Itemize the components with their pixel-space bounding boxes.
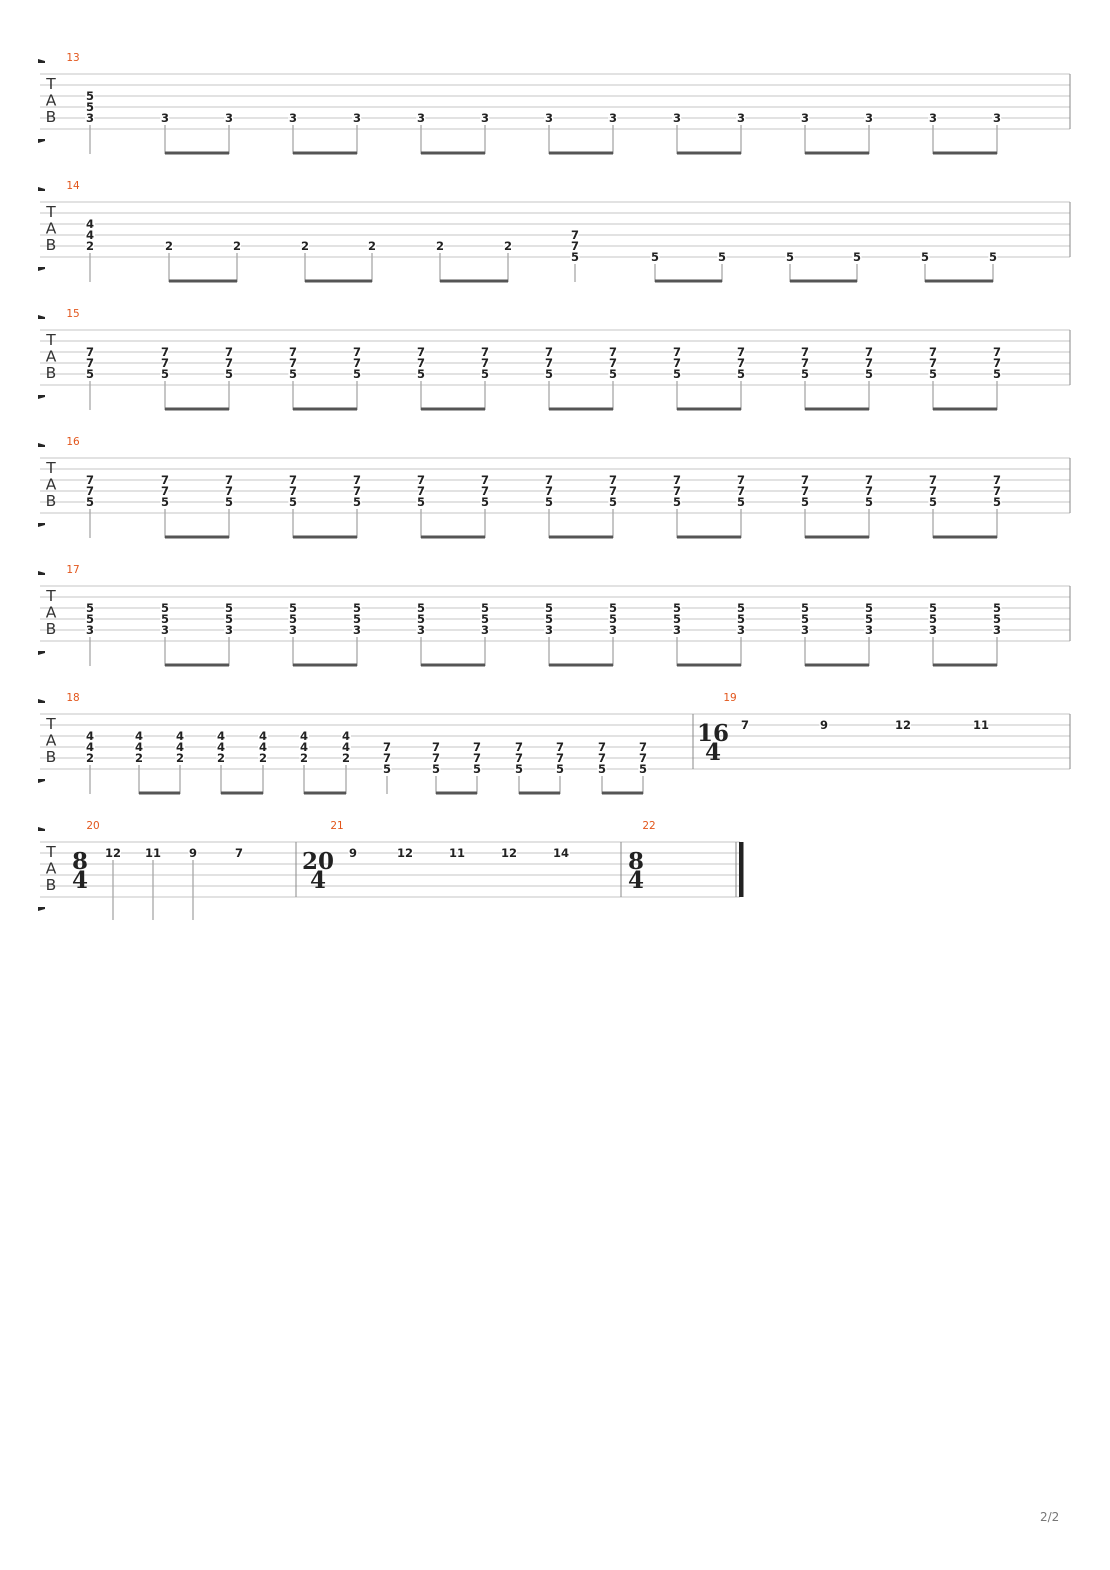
measure-number: 14 [66, 180, 80, 192]
measure-number: 21 [330, 820, 344, 832]
fret-number: 7 [555, 740, 565, 754]
fret-number: 7 [160, 356, 170, 370]
fret-number: 4 [85, 217, 95, 231]
fret-number: 4 [258, 729, 268, 743]
fret-number: 5 [736, 601, 746, 615]
fret-number: 3 [672, 111, 682, 125]
fret-number: 5 [992, 495, 1002, 509]
fret-number: 11 [448, 846, 466, 860]
fret-number: 7 [992, 345, 1002, 359]
fret-number: 2 [299, 751, 309, 765]
system-bracket [38, 315, 45, 399]
fret-number: 7 [597, 740, 607, 754]
fret-number: 12 [396, 846, 414, 860]
fret-number: 7 [736, 356, 746, 370]
fret-number: 7 [224, 345, 234, 359]
tab-clef-letter: T [46, 331, 56, 349]
fret-number: 7 [736, 345, 746, 359]
fret-number: 7 [480, 345, 490, 359]
fret-number: 7 [638, 740, 648, 754]
fret-number: 7 [224, 484, 234, 498]
fret-number: 5 [416, 495, 426, 509]
fret-number: 7 [352, 484, 362, 498]
fret-number: 7 [864, 356, 874, 370]
fret-number: 5 [416, 612, 426, 626]
fret-number: 5 [160, 612, 170, 626]
tab-clef-letter: T [46, 587, 56, 605]
tab-clef-letter: T [46, 843, 56, 861]
fret-number: 7 [160, 473, 170, 487]
fret-number: 3 [992, 111, 1002, 125]
measure-number: 17 [66, 564, 80, 576]
fret-number: 4 [216, 740, 226, 754]
fret-number: 2 [85, 239, 95, 253]
fret-number: 5 [224, 612, 234, 626]
fret-number: 7 [928, 356, 938, 370]
tab-clef-letter: B [45, 364, 57, 382]
fret-number: 5 [288, 612, 298, 626]
fret-number: 5 [736, 612, 746, 626]
fret-number: 3 [352, 623, 362, 637]
fret-number: 12 [104, 846, 122, 860]
fret-number: 5 [992, 612, 1002, 626]
tab-clef-letter: A [45, 731, 57, 750]
fret-number: 7 [234, 846, 244, 860]
fret-number: 5 [85, 601, 95, 615]
fret-number: 3 [85, 623, 95, 637]
fret-number: 4 [258, 740, 268, 754]
measure-number: 13 [66, 52, 80, 64]
tab-clef-letter: T [46, 459, 56, 477]
fret-number: 7 [672, 345, 682, 359]
fret-number: 5 [864, 367, 874, 381]
fret-number: 3 [864, 623, 874, 637]
fret-number: 9 [188, 846, 198, 860]
fret-number: 5 [864, 612, 874, 626]
fret-number: 7 [85, 473, 95, 487]
fret-number: 5 [672, 601, 682, 615]
fret-number: 5 [352, 601, 362, 615]
fret-number: 5 [608, 495, 618, 509]
fret-number: 3 [352, 111, 362, 125]
fret-number: 7 [800, 345, 810, 359]
tab-clef-letter: A [45, 347, 57, 366]
fret-number: 7 [514, 740, 524, 754]
fret-number: 5 [85, 495, 95, 509]
fret-number: 2 [341, 751, 351, 765]
fret-number: 5 [224, 601, 234, 615]
fret-number: 7 [514, 751, 524, 765]
fret-number: 5 [736, 367, 746, 381]
fret-number: 7 [570, 228, 580, 242]
fret-number: 5 [480, 601, 490, 615]
fret-number: 3 [544, 623, 554, 637]
fret-number: 5 [608, 612, 618, 626]
fret-number: 2 [300, 239, 310, 253]
fret-number: 2 [216, 751, 226, 765]
fret-number: 5 [717, 250, 727, 264]
fret-number: 7 [544, 345, 554, 359]
fret-number: 5 [992, 367, 1002, 381]
fret-number: 3 [800, 623, 810, 637]
fret-number: 5 [988, 250, 998, 264]
fret-number: 4 [341, 740, 351, 754]
fret-number: 5 [382, 762, 392, 776]
fret-number: 5 [85, 100, 95, 114]
fret-number: 3 [160, 111, 170, 125]
fret-number: 5 [85, 612, 95, 626]
fret-number: 5 [736, 495, 746, 509]
fret-number: 5 [864, 601, 874, 615]
fret-number: 7 [736, 473, 746, 487]
fret-number: 3 [736, 111, 746, 125]
fret-number: 7 [288, 484, 298, 498]
fret-number: 3 [480, 111, 490, 125]
fret-number: 5 [555, 762, 565, 776]
fret-number: 5 [672, 495, 682, 509]
fret-number: 7 [608, 356, 618, 370]
fret-number: 7 [608, 473, 618, 487]
tab-clef-letter: B [45, 620, 57, 638]
fret-number: 5 [928, 612, 938, 626]
fret-number: 3 [928, 623, 938, 637]
fret-number: 5 [928, 495, 938, 509]
fret-number: 5 [672, 367, 682, 381]
fret-number: 5 [288, 367, 298, 381]
fret-number: 9 [348, 846, 358, 860]
time-signature-top: 16 [696, 720, 730, 747]
tab-clef-letter: A [45, 475, 57, 494]
time-signature-bottom: 4 [309, 867, 327, 894]
fret-number: 7 [608, 484, 618, 498]
fret-number: 4 [134, 740, 144, 754]
fret-number: 5 [416, 601, 426, 615]
time-signature-top: 8 [71, 848, 89, 875]
page-number: 2/2 [1040, 1510, 1060, 1524]
fret-number: 5 [160, 495, 170, 509]
fret-number: 5 [352, 612, 362, 626]
fret-number: 5 [160, 367, 170, 381]
time-signature-bottom: 4 [627, 867, 645, 894]
tab-clef-letter: A [45, 603, 57, 622]
fret-number: 7 [555, 751, 565, 765]
fret-number: 7 [570, 239, 580, 253]
fret-number: 7 [288, 345, 298, 359]
fret-number: 7 [672, 484, 682, 498]
fret-number: 7 [992, 484, 1002, 498]
fret-number: 5 [224, 367, 234, 381]
measure-number: 22 [642, 820, 656, 832]
fret-number: 5 [544, 495, 554, 509]
fret-number: 5 [597, 762, 607, 776]
fret-number: 3 [224, 111, 234, 125]
time-signature-bottom: 4 [704, 739, 722, 766]
fret-number: 7 [597, 751, 607, 765]
fret-number: 7 [160, 345, 170, 359]
tab-clef-letter: A [45, 219, 57, 238]
fret-number: 2 [258, 751, 268, 765]
fret-number: 7 [672, 473, 682, 487]
fret-number: 5 [472, 762, 482, 776]
fret-number: 7 [544, 484, 554, 498]
fret-number: 3 [416, 623, 426, 637]
fret-number: 3 [480, 623, 490, 637]
time-signature-bottom: 4 [71, 867, 89, 894]
tab-clef-letter: A [45, 859, 57, 878]
fret-number: 4 [85, 740, 95, 754]
fret-number: 7 [736, 484, 746, 498]
fret-number: 5 [785, 250, 795, 264]
system-bracket [38, 699, 45, 783]
system-bracket [38, 443, 45, 527]
fret-number: 7 [85, 356, 95, 370]
fret-number: 4 [175, 729, 185, 743]
fret-number: 7 [382, 751, 392, 765]
fret-number: 3 [288, 111, 298, 125]
fret-number: 7 [544, 356, 554, 370]
fret-number: 7 [480, 484, 490, 498]
fret-number: 3 [224, 623, 234, 637]
fret-number: 5 [224, 495, 234, 509]
fret-number: 3 [928, 111, 938, 125]
fret-number: 5 [608, 367, 618, 381]
time-signature-top: 20 [301, 848, 335, 875]
fret-number: 5 [800, 601, 810, 615]
fret-number: 5 [352, 495, 362, 509]
fret-number: 7 [352, 473, 362, 487]
fret-number: 2 [367, 239, 377, 253]
system-bracket [38, 571, 45, 655]
measure-number: 18 [66, 692, 80, 704]
fret-number: 7 [480, 356, 490, 370]
fret-number: 5 [544, 367, 554, 381]
fret-number: 7 [416, 484, 426, 498]
fret-number: 5 [288, 601, 298, 615]
fret-number: 7 [800, 473, 810, 487]
fret-number: 5 [928, 601, 938, 615]
fret-number: 5 [544, 612, 554, 626]
tab-clef-letter: B [45, 108, 57, 126]
fret-number: 5 [800, 495, 810, 509]
fret-number: 2 [175, 751, 185, 765]
tab-clef-letter: B [45, 236, 57, 254]
fret-number: 5 [160, 601, 170, 615]
fret-number: 3 [672, 623, 682, 637]
fret-number: 7 [472, 751, 482, 765]
tab-clef-letter: B [45, 748, 57, 766]
fret-number: 11 [144, 846, 162, 860]
fret-number: 2 [435, 239, 445, 253]
fret-number: 7 [431, 740, 441, 754]
tab-clef-letter: A [45, 91, 57, 110]
fret-number: 4 [175, 740, 185, 754]
fret-number: 7 [864, 345, 874, 359]
measure-number: 20 [86, 820, 100, 832]
fret-number: 5 [800, 367, 810, 381]
fret-number: 7 [928, 345, 938, 359]
fret-number: 7 [928, 473, 938, 487]
fret-number: 7 [416, 345, 426, 359]
fret-number: 3 [160, 623, 170, 637]
fret-number: 14 [552, 846, 570, 860]
fret-number: 7 [638, 751, 648, 765]
fret-number: 5 [920, 250, 930, 264]
fret-number: 2 [134, 751, 144, 765]
fret-number: 5 [288, 495, 298, 509]
fret-number: 11 [972, 718, 990, 732]
fret-number: 5 [864, 495, 874, 509]
fret-number: 4 [341, 729, 351, 743]
fret-number: 3 [85, 111, 95, 125]
fret-number: 4 [85, 729, 95, 743]
fret-number: 7 [480, 473, 490, 487]
fret-number: 2 [85, 751, 95, 765]
tab-clef-letter: T [46, 203, 56, 221]
tab-clef-letter: B [45, 876, 57, 894]
fret-number: 7 [85, 484, 95, 498]
fret-number: 9 [819, 718, 829, 732]
time-signature-top: 8 [627, 848, 645, 875]
system-bracket [38, 187, 45, 271]
fret-number: 7 [800, 356, 810, 370]
fret-number: 5 [480, 367, 490, 381]
fret-number: 3 [736, 623, 746, 637]
fret-number: 5 [672, 612, 682, 626]
fret-number: 5 [431, 762, 441, 776]
fret-number: 7 [160, 484, 170, 498]
fret-number: 7 [928, 484, 938, 498]
fret-number: 7 [416, 356, 426, 370]
fret-number: 7 [431, 751, 441, 765]
fret-number: 3 [416, 111, 426, 125]
fret-number: 5 [992, 601, 1002, 615]
tab-clef-letter: T [46, 75, 56, 93]
fret-number: 12 [894, 718, 912, 732]
fret-number: 4 [85, 228, 95, 242]
fret-number: 5 [650, 250, 660, 264]
fret-number: 7 [800, 484, 810, 498]
fret-number: 4 [299, 740, 309, 754]
fret-number: 5 [852, 250, 862, 264]
fret-number: 7 [416, 473, 426, 487]
tab-clef-letter: B [45, 492, 57, 510]
fret-number: 5 [416, 367, 426, 381]
fret-number: 7 [864, 484, 874, 498]
fret-number: 4 [216, 729, 226, 743]
fret-number: 2 [232, 239, 242, 253]
tab-clef-letter: T [46, 715, 56, 733]
fret-number: 7 [288, 356, 298, 370]
fret-number: 7 [352, 356, 362, 370]
fret-number: 5 [480, 612, 490, 626]
fret-number: 3 [288, 623, 298, 637]
fret-number: 2 [503, 239, 513, 253]
measure-number: 16 [66, 436, 80, 448]
fret-number: 2 [164, 239, 174, 253]
fret-number: 3 [864, 111, 874, 125]
fret-number: 7 [992, 473, 1002, 487]
fret-number: 7 [992, 356, 1002, 370]
fret-number: 7 [864, 473, 874, 487]
fret-number: 7 [224, 473, 234, 487]
fret-number: 4 [134, 729, 144, 743]
fret-number: 7 [382, 740, 392, 754]
fret-number: 7 [224, 356, 234, 370]
fret-number: 7 [672, 356, 682, 370]
fret-number: 5 [85, 367, 95, 381]
system-bracket [38, 827, 45, 911]
fret-number: 7 [85, 345, 95, 359]
fret-number: 12 [500, 846, 518, 860]
fret-number: 5 [352, 367, 362, 381]
fret-number: 3 [800, 111, 810, 125]
fret-number: 7 [544, 473, 554, 487]
fret-number: 3 [608, 111, 618, 125]
fret-number: 5 [638, 762, 648, 776]
fret-number: 5 [85, 89, 95, 103]
fret-number: 3 [608, 623, 618, 637]
fret-number: 7 [352, 345, 362, 359]
fret-number: 5 [544, 601, 554, 615]
fret-number: 7 [608, 345, 618, 359]
fret-number: 5 [608, 601, 618, 615]
fret-number: 3 [544, 111, 554, 125]
fret-number: 7 [472, 740, 482, 754]
fret-number: 5 [480, 495, 490, 509]
fret-number: 4 [299, 729, 309, 743]
measure-number: 15 [66, 308, 80, 320]
fret-number: 5 [928, 367, 938, 381]
fret-number: 5 [570, 250, 580, 264]
measure-number: 19 [723, 692, 737, 704]
system-bracket [38, 59, 45, 143]
final-barline-thick [739, 842, 744, 897]
fret-number: 7 [288, 473, 298, 487]
fret-number: 5 [800, 612, 810, 626]
fret-number: 3 [992, 623, 1002, 637]
fret-number: 5 [514, 762, 524, 776]
fret-number: 7 [740, 718, 750, 732]
